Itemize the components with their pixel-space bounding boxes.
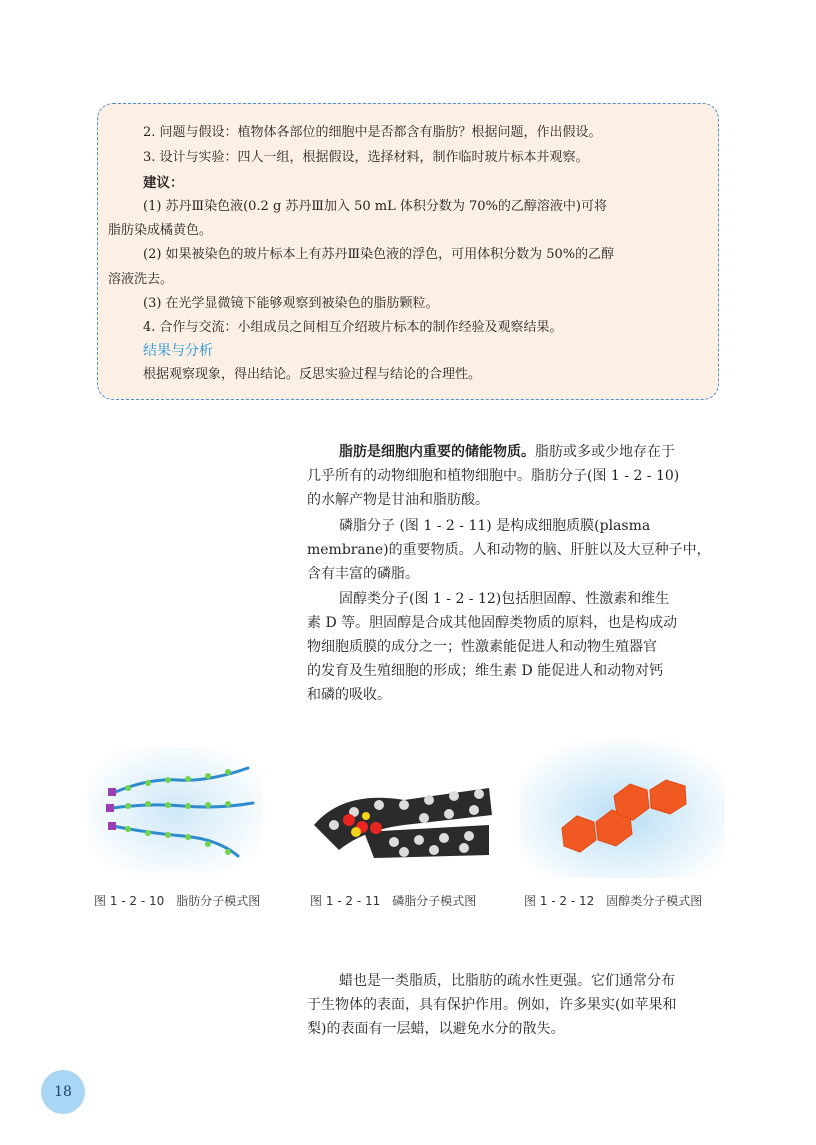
para3-line2: 素 D 等。胆固醇是合成其他固醇类物质的原料，也是构成动 (307, 615, 678, 631)
suggestion-2-line1: (2) 如果被染色的玻片标本上有苏丹Ⅲ染色液的浮色，可用体积分数为 50%的乙醇 (143, 247, 615, 262)
page-number: 18 (41, 1070, 85, 1114)
step-question-hypothesis: 2. 问题与假设：植物体各部位的细胞中是否都含有脂肪？根据问题，作出假设。 (143, 125, 602, 140)
para2-line1: 磷脂分子 (图 1 - 2 - 11) 是构成细胞质膜(plasma (339, 518, 651, 534)
suggestion-3: (3) 在光学显微镜下能够观察到被染色的脂肪颗粒。 (143, 296, 439, 311)
para3-line1: 固醇类分子(图 1 - 2 - 12)包括胆固醇、性激素和维生 (339, 591, 670, 607)
caption-fig-1-2-11: 图 1 - 2 - 11 磷脂分子模式图 (310, 894, 477, 908)
phospholipid-molecule-figure (304, 770, 499, 870)
experiment-box (97, 103, 719, 400)
fat-molecule-figure (88, 748, 263, 873)
steroid-molecule-figure (520, 740, 725, 878)
para3-line4: 的发育及生殖细胞的形成；维生素 D 能促进人和动物对钙 (307, 663, 664, 679)
para2-line3: 含有丰富的磷脂。 (307, 566, 419, 582)
result-text: 根据观察现象，得出结论。反思实验过程与结论的合理性。 (143, 367, 482, 382)
para1-line3: 的水解产物是甘油和脂肪酸。 (307, 492, 489, 508)
step-communication: 4. 合作与交流：小组成员之间相互介绍玻片标本的制作经验及观察结果。 (143, 320, 563, 335)
result-heading: 结果与分析 (143, 343, 213, 359)
caption-fig-1-2-12: 图 1 - 2 - 12 固醇类分子模式图 (524, 894, 703, 908)
suggestion-1-line2: 脂肪染成橘黄色。 (108, 223, 213, 238)
para1-line2: 几乎所有的动物细胞和植物细胞中。脂肪分子(图 1 - 2 - 10) (307, 468, 680, 484)
para1-line1 (339, 443, 675, 461)
suggestion-1-line1: (1) 苏丹Ⅲ染色液(0.2 g 苏丹Ⅲ加入 50 mL 体积分数为 70%的乙醇溶液中)可将 (143, 199, 607, 214)
para3-line3: 物细胞质膜的成分之一；性激素能促进人和动物生殖器官 (307, 639, 657, 655)
suggestion-label: 建议： (143, 175, 184, 191)
para1-bold: 脂肪是细胞内重要的储能物质。 (339, 444, 535, 460)
para3-line5: 和磷的吸收。 (307, 687, 391, 703)
para4-line2: 于生物体的表面，具有保护作用。例如，许多果实(如苹果和 (307, 997, 677, 1013)
step-design-experiment: 3. 设计与实验：四人一组，根据假设，选择材料，制作临时玻片标本并观察。 (143, 150, 589, 165)
para4-line3: 梨)的表面有一层蜡，以避免水分的散失。 (307, 1021, 565, 1037)
para2-line2: membrane)的重要物质。人和动物的脑、肝脏以及大豆种子中， (307, 542, 711, 558)
suggestion-2-line2: 溶液洗去。 (108, 272, 174, 287)
para4-line1: 蜡也是一类脂质，比脂肪的疏水性更强。它们通常分布 (339, 973, 675, 989)
caption-fig-1-2-10: 图 1 - 2 - 10 脂肪分子模式图 (94, 894, 261, 908)
para1-rest: 脂肪或多或少地存在于 (535, 444, 675, 460)
